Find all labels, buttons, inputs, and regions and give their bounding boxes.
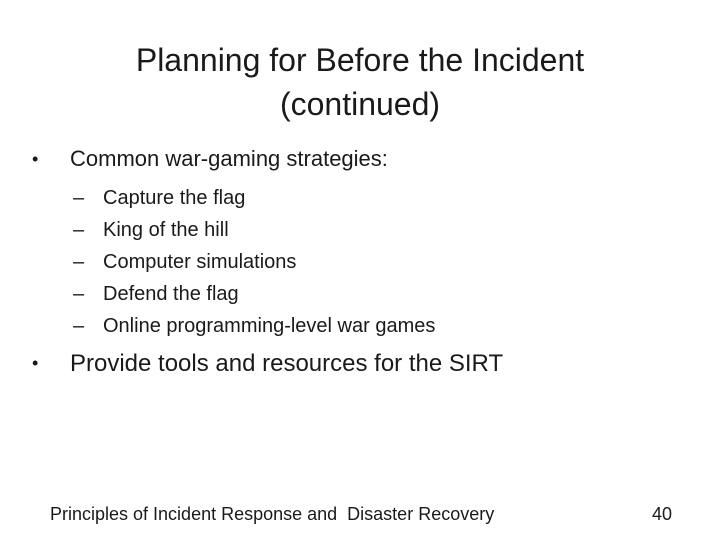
bullet-text: Provide tools and resources for the SIRT	[70, 350, 504, 377]
sub-bullet-item	[73, 182, 692, 214]
slide-footer: Principles of Incident Response and Disaster Recovery	[50, 504, 495, 524]
sub-bullet-text: Online programming-level war games	[103, 315, 436, 337]
dash-marker: –	[73, 187, 85, 209]
dash-marker: –	[73, 251, 85, 273]
slide-title	[0, 38, 720, 126]
bullet-marker: •	[32, 149, 39, 169]
page-number: 40	[651, 504, 672, 524]
sub-bullet-list	[73, 182, 692, 342]
slide-body	[32, 144, 692, 380]
sub-bullet-item	[73, 278, 692, 310]
slide-title-line-1: Planning for Before the Incident	[135, 42, 585, 78]
sub-bullet-text: King of the hill	[103, 219, 229, 241]
bullet-item	[32, 348, 692, 380]
dash-marker: –	[73, 315, 85, 337]
bullet-marker: •	[32, 353, 39, 373]
bullet-item	[32, 144, 692, 174]
sub-bullet-text: Capture the flag	[103, 187, 246, 209]
dash-marker: –	[73, 219, 85, 241]
sub-bullet-item	[73, 310, 692, 342]
sub-bullet-item	[73, 214, 692, 246]
sub-bullet-text: Defend the flag	[103, 283, 239, 305]
sub-bullet-text: Computer simulations	[103, 251, 297, 273]
slide-title-line-2: (continued)	[279, 86, 441, 122]
sub-bullet-item	[73, 246, 692, 278]
dash-marker: –	[73, 283, 85, 305]
bullet-text: Common war-gaming strategies:	[70, 146, 388, 171]
